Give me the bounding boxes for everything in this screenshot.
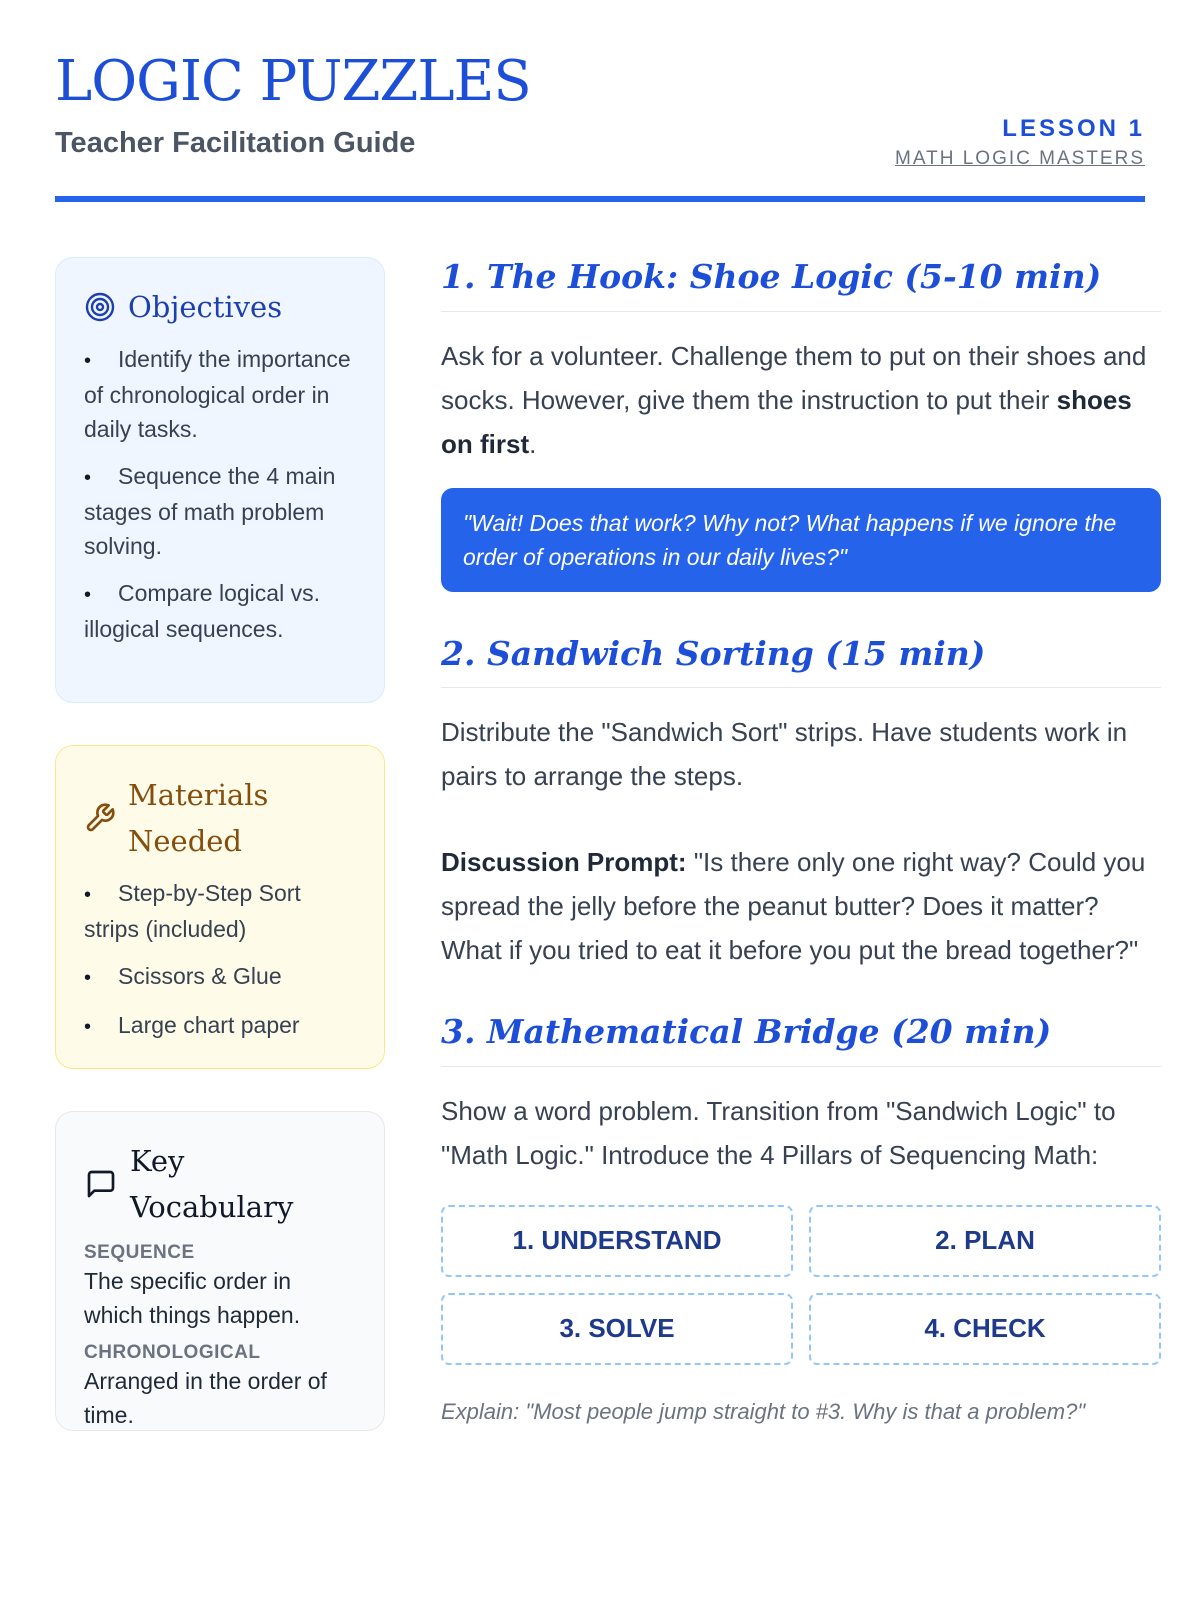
page-header bbox=[55, 0, 1145, 202]
pillar-check: 4. CHECK bbox=[809, 1293, 1161, 1365]
section-bridge bbox=[441, 1012, 1161, 1429]
vocabulary-header bbox=[84, 1138, 356, 1230]
prompt-label: Discussion Prompt: bbox=[441, 847, 687, 878]
materials-card bbox=[55, 745, 385, 1069]
discussion-prompt bbox=[441, 840, 1161, 972]
hook-text: Ask for a volunteer. Challenge them to put on their shoes and socks. However, give them the instruction to put their bbox=[441, 340, 1147, 415]
pillar-understand: 1. UNDERSTAND bbox=[441, 1205, 793, 1277]
list-item: • Sequence the 4 main stages of math problem solving. bbox=[84, 459, 356, 563]
section-title: 1. The Hook: Shoe Logic (5-10 min) bbox=[441, 257, 1161, 312]
prompt-text: "Is there only one right way? Could you spread the jelly before the peanut butter? Does it matter? What if you tried to eat it before you put the bread together?" bbox=[441, 847, 1146, 966]
hook-emphasis: shoes on first bbox=[441, 384, 1132, 459]
hook-callout: "Wait! Does that work? Why not? What happens if we ignore the order of operations in our daily lives?" bbox=[441, 488, 1161, 592]
section-title: 3. Mathematical Bridge (20 min) bbox=[441, 1012, 1161, 1067]
list-item: • Compare logical vs. illogical sequences. bbox=[84, 576, 356, 646]
vocab-term: CHRONOLOGICAL bbox=[84, 1342, 261, 1363]
objectives-title: Objectives bbox=[128, 290, 283, 324]
target-icon bbox=[84, 291, 116, 323]
vocab-definition: Arranged in the order of time. bbox=[84, 1368, 327, 1428]
course-link[interactable]: MATH LOGIC MASTERS bbox=[895, 148, 1145, 169]
list-item: • Scissors & Glue bbox=[84, 959, 356, 995]
pillars-grid bbox=[441, 1205, 1161, 1365]
section-sandwich bbox=[441, 634, 1161, 973]
main-content bbox=[441, 257, 1161, 1429]
lesson-label: LESSON 1 bbox=[1002, 115, 1145, 142]
list-item: • Large chart paper bbox=[84, 1008, 356, 1044]
hook-text-end: . bbox=[529, 428, 537, 459]
explain-note: Explain: "Most people jump straight to #3. Why is that a problem?" bbox=[441, 1398, 1086, 1424]
section-hook bbox=[441, 257, 1161, 592]
page-subtitle: Teacher Facilitation Guide bbox=[55, 127, 416, 159]
vocab-term: SEQUENCE bbox=[84, 1242, 195, 1263]
vocabulary-card bbox=[55, 1111, 385, 1431]
page-title: LOGIC PUZZLES bbox=[55, 49, 531, 114]
objectives-list bbox=[84, 342, 356, 646]
vocabulary-title: Key Vocabulary bbox=[130, 1144, 294, 1224]
wrench-icon bbox=[84, 802, 116, 834]
materials-title: Materials Needed bbox=[128, 778, 269, 858]
vocab-definition: The specific order in which things happen. bbox=[84, 1268, 301, 1328]
objectives-card bbox=[55, 257, 385, 703]
sandwich-paragraph: Distribute the "Sandwich Sort" strips. Have students work in pairs to arrange the steps. bbox=[441, 717, 1128, 792]
list-item: • Step-by-Step Sort strips (included) bbox=[84, 876, 356, 946]
hook-paragraph bbox=[441, 334, 1161, 466]
bridge-paragraph: Show a word problem. Transition from "Sandwich Logic" to "Math Logic." Introduce the 4 Pillars of Sequencing Math: bbox=[441, 1095, 1116, 1170]
materials-list bbox=[84, 876, 356, 1044]
pillar-solve: 3. SOLVE bbox=[441, 1293, 793, 1365]
materials-header bbox=[84, 772, 356, 864]
section-title: 2. Sandwich Sorting (15 min) bbox=[441, 634, 1161, 689]
sidebar bbox=[55, 257, 385, 1473]
speech-bubble-icon bbox=[84, 1168, 118, 1200]
pillar-plan: 2. PLAN bbox=[809, 1205, 1161, 1277]
list-item: • Identify the importance of chronological order in daily tasks. bbox=[84, 342, 356, 446]
objectives-header bbox=[84, 284, 356, 330]
